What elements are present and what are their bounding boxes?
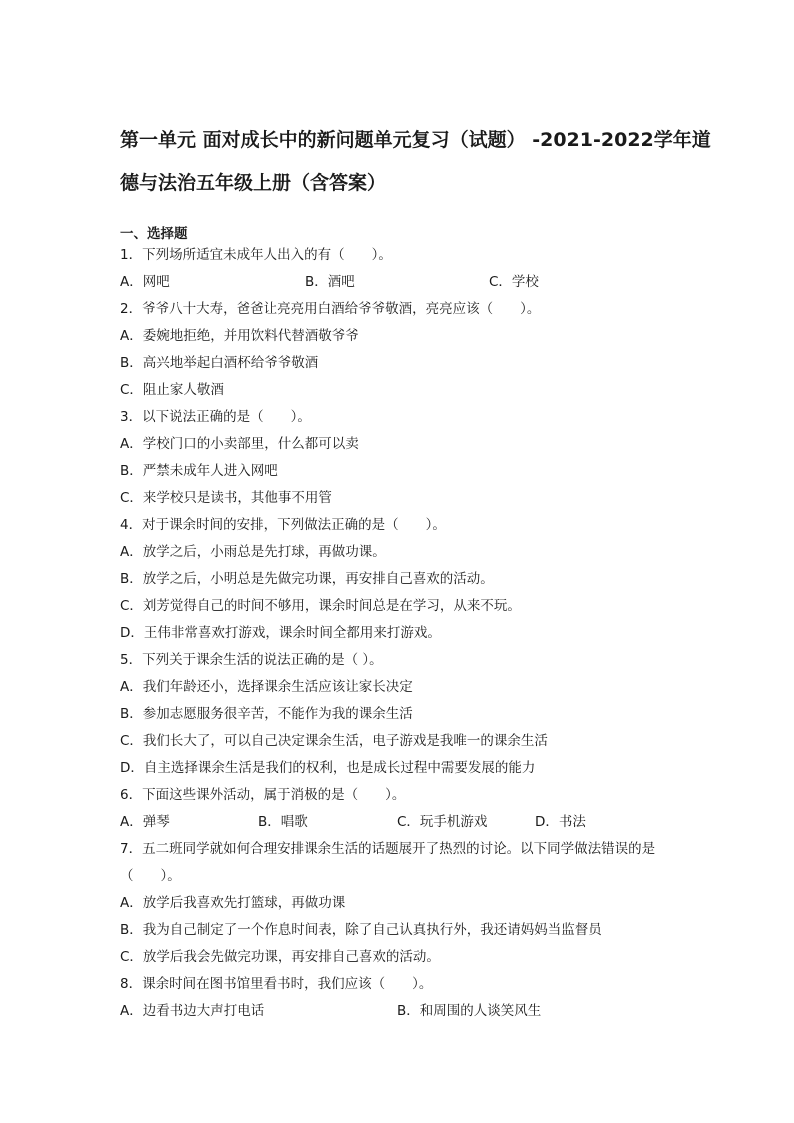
question-8-options-row	[120, 998, 680, 1025]
question-2-option-b: B．高兴地举起白酒杯给爷爷敬酒	[120, 355, 319, 371]
question-7-option-c: C．放学后我会先做完功课，再安排自己喜欢的活动。	[120, 949, 440, 965]
document-title-line-2: 德与法治五年级上册（含答案）	[120, 172, 387, 194]
question-3-option-b: B．严禁未成年人进入网吧	[120, 463, 278, 479]
question-3-stem: 3．以下说法正确的是（ ）。	[120, 409, 311, 425]
question-6-option-b: B．唱歌	[258, 814, 308, 830]
question-1-option-b: B．酒吧	[305, 274, 355, 290]
question-3-option-a: A．学校门口的小卖部里，什么都可以卖	[120, 436, 359, 452]
question-8-option-b: B．和周围的人谈笑风生	[397, 1003, 542, 1019]
question-7-option-b: B．我为自己制定了一个作息时间表，除了自己认真执行外，我还请妈妈当监督员	[120, 922, 602, 938]
question-2-stem: 2．爷爷八十大寿，爸爸让亮亮用白酒给爷爷敬酒，亮亮应该（ ）。	[120, 301, 541, 317]
question-8-option-a: A．边看书边大声打电话	[120, 1003, 265, 1019]
question-list	[120, 242, 680, 1025]
question-6-option-d: D．书法	[535, 814, 586, 830]
question-1-option-a: A．网吧	[120, 274, 170, 290]
question-5-stem: 5．下列关于课余生活的说法正确的是（ ）。	[120, 652, 383, 668]
question-6-options-row	[120, 809, 680, 836]
question-5-option-c: C．我们长大了，可以自己决定课余生活，电子游戏是我唯一的课余生活	[120, 733, 548, 749]
question-7-option-a: A．放学后我喜欢先打篮球，再做功课	[120, 895, 346, 911]
question-4-stem: 4．对于课余时间的安排，下列做法正确的是（ ）。	[120, 517, 446, 533]
question-6-option-a: A．弹琴	[120, 814, 170, 830]
question-1-stem: 1．下列场所适宜未成年人出入的有（ ）。	[120, 247, 392, 263]
question-5-option-d: D．自主选择课余生活是我们的权利，也是成长过程中需要发展的能力	[120, 760, 536, 776]
question-6-option-c: C．玩手机游戏	[397, 814, 488, 830]
question-4-option-d: D．王伟非常喜欢打游戏，课余时间全都用来打游戏。	[120, 625, 441, 641]
question-5-option-b: B．参加志愿服务很辛苦，不能作为我的课余生活	[120, 706, 413, 722]
question-4-option-a: A．放学之后，小雨总是先打球，再做功课。	[120, 544, 386, 560]
question-6-stem: 6．下面这些课外活动，属于消极的是（ ）。	[120, 787, 406, 803]
section-heading: 一、选择题	[120, 226, 188, 242]
question-1-option-c: C．学校	[489, 274, 539, 290]
question-4-option-b: B．放学之后，小明总是先做完功课，再安排自己喜欢的活动。	[120, 571, 494, 587]
question-8-stem: 8．课余时间在图书馆里看书时，我们应该（ ）。	[120, 976, 433, 992]
question-4-option-c: C．刘芳觉得自己的时间不够用，课余时间总是在学习，从来不玩。	[120, 598, 521, 614]
question-1-options-row	[120, 269, 680, 296]
question-2-option-a: A．委婉地拒绝，并用饮料代替酒敬爷爷	[120, 328, 359, 344]
question-7-stem: 7．五二班同学就如何合理安排课余生活的话题展开了热烈的讨论。以下同学做法错误的是（ ）。	[120, 841, 656, 884]
document-title-line-1: 第一单元 面对成长中的新问题单元复习（试题） -2021-2022学年道	[120, 129, 711, 151]
question-3-option-c: C．来学校只是读书，其他事不用管	[120, 490, 332, 506]
question-2-option-c: C．阻止家人敬酒	[120, 382, 224, 398]
question-5-option-a: A．我们年龄还小，选择课余生活应该让家长决定	[120, 679, 413, 695]
